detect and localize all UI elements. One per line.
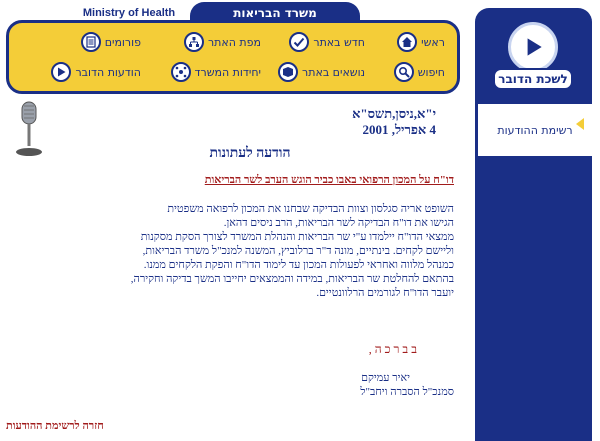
nav-item-label: יחידות המשרד [194, 65, 261, 79]
topics-icon [278, 62, 298, 82]
back-to-list-link[interactable]: חזרה לרשימת ההודעות [6, 420, 104, 432]
signer-title: סמנכ"ל הסברה ויחב"ל [360, 386, 454, 398]
top-navigation [6, 2, 460, 96]
units-icon [171, 62, 191, 82]
nav-item-label: הודעות הדובר [75, 65, 141, 79]
nav-item-sitemap[interactable] [184, 31, 261, 53]
logo-text: לשכת הדובר [493, 68, 573, 90]
nav-item-forums[interactable] [81, 31, 141, 53]
nav-item-units[interactable] [171, 61, 262, 83]
body-line: בהתאם להחלטת שר הבריאות, במידה והממצאים יחייבו המשך בדיקה וחקירה, [130, 273, 454, 285]
body-line: הגישו את דו"ח הבדיקה לשר הבריאות, הרב ניסים דהאן. [223, 217, 454, 229]
microphone-icon [14, 100, 44, 158]
sitemap-icon [184, 32, 204, 52]
search-icon [394, 62, 414, 82]
home-icon [397, 32, 417, 52]
body-line: וליישם לקחים. בינתיים, מונה ד"ר ברלוביץ, המשנה למנכ"ל משרד הבריאות, [142, 245, 454, 257]
closing-regards: בברכה, [368, 342, 420, 356]
sidebar-item-notices-list[interactable] [478, 104, 592, 156]
play-icon [508, 22, 558, 72]
press-release-body [130, 202, 454, 300]
body-line: ממצאי הדו"ח יילמדו ע"י שר הבריאות והנהלת המשרד לצורך הסקת מסקנות [140, 231, 454, 243]
nav-item-topics[interactable] [278, 61, 365, 83]
nav-item-whats-new[interactable] [289, 31, 365, 53]
nav-panel [6, 20, 460, 94]
body-line: כמנהל מלווה ואחראי לפעולות המכון עד לימוד הדו"ח והפקת הלקחים ממנו. [143, 259, 454, 271]
signer-name: יאיר עמיקם [361, 372, 410, 384]
check-icon [289, 32, 309, 52]
hebrew-date: י"א,ניסן,תשס"א [352, 106, 436, 121]
nav-item-search[interactable] [394, 61, 445, 83]
nav-item-label: ראשי [421, 35, 445, 49]
nav-item-home[interactable] [397, 31, 445, 53]
ministry-hebrew-tab[interactable]: משרד הבריאות [190, 2, 360, 24]
nav-item-label: חיפוש [417, 65, 445, 79]
play-icon [51, 62, 71, 82]
nav-item-label: חדש באתר [313, 35, 365, 49]
spokesman-office-logo[interactable] [493, 22, 573, 94]
body-line: יועבר הדו"ח לגורמים הרלוונטיים. [316, 287, 454, 299]
sidebar [475, 8, 592, 441]
nav-item-label: מפת האתר [207, 35, 261, 49]
forum-icon [81, 32, 101, 52]
page-title: הודעה לעתונות [209, 146, 291, 161]
arrow-left-icon [576, 118, 584, 130]
press-release-headline: דו"ח על המכון הרפואי באבו כביר הוגש הערב לשר הבריאות [204, 174, 454, 186]
nav-item-label: פורומים [104, 35, 141, 49]
nav-item-spokesman-notices[interactable] [51, 61, 141, 83]
body-line: השופט אריה סגלסון וצוות הבדיקה שבחנו את המכון לרפואה משפטית [167, 203, 454, 215]
sidebar-item-label: רשימת ההודעות [497, 123, 573, 137]
gregorian-date: 4 אפריל, 2001 [362, 122, 436, 137]
nav-item-label: נושאים באתר [302, 65, 365, 79]
ministry-english-tab[interactable]: Ministry of Health [82, 7, 176, 19]
